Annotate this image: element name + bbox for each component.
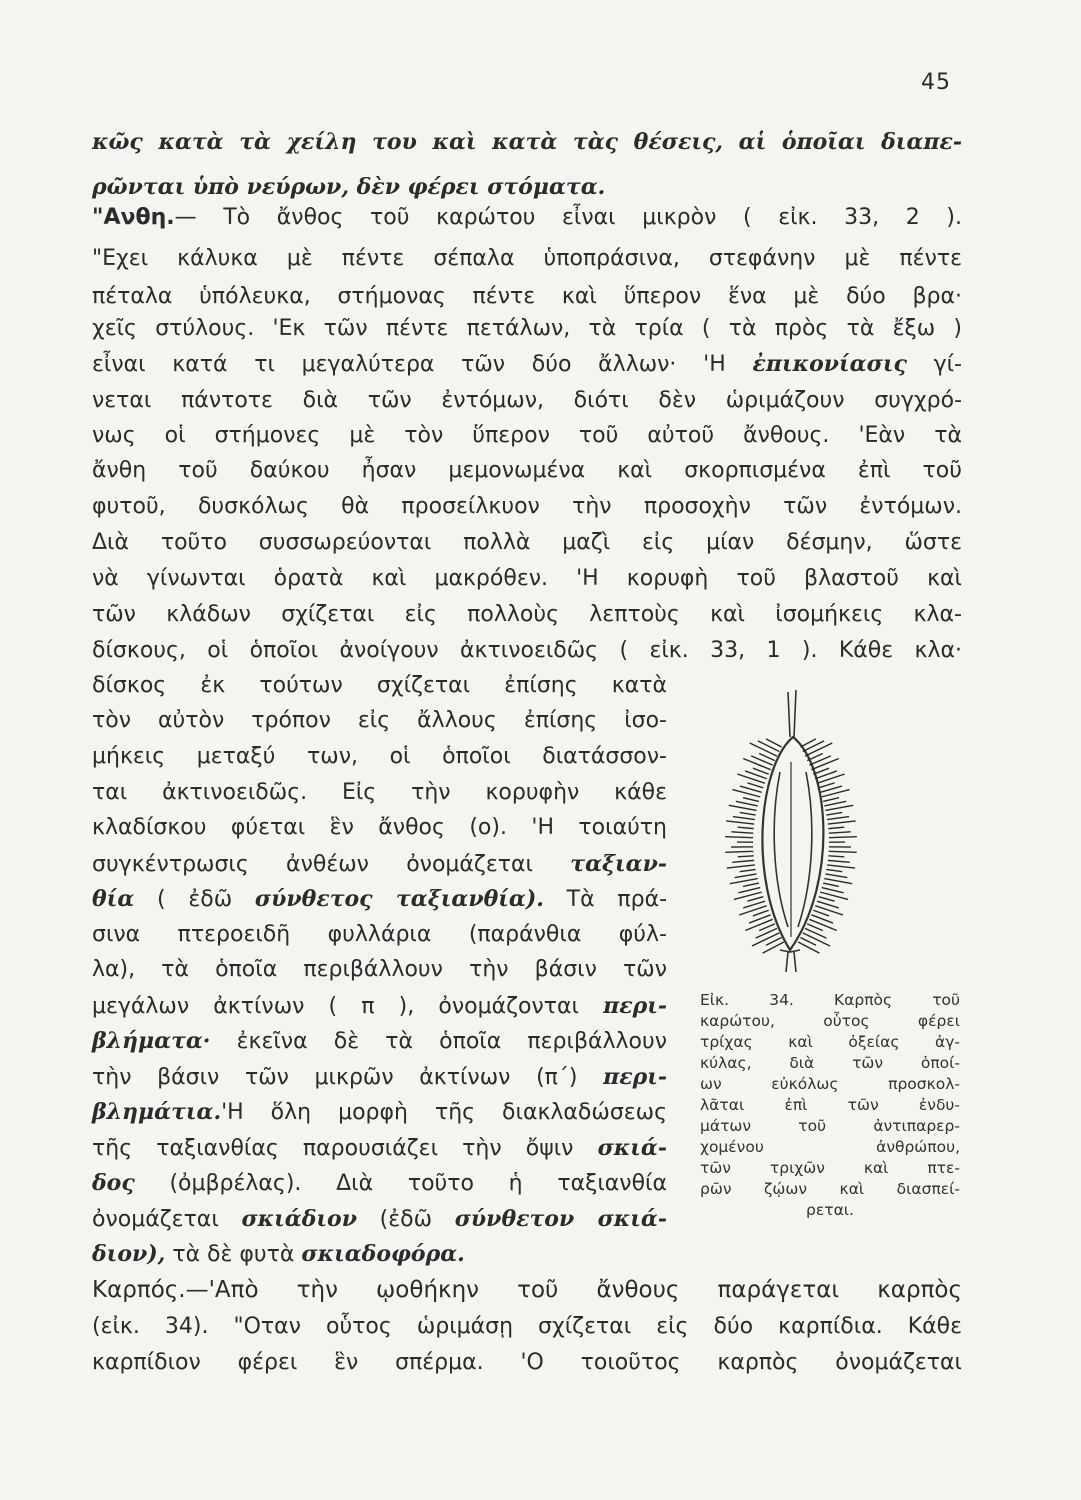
fruit-spine bbox=[813, 768, 829, 774]
fruit-spine bbox=[823, 798, 839, 802]
text-line: καρπίδιον φέρει ἓν σπέρμα. 'Ο τοιοῦτος καρπὸς ὀνομάζεται bbox=[92, 1350, 962, 1375]
text-line: λα), τὰ ὁποῖα περιβάλλουν τὴν βάσιν τῶν bbox=[92, 957, 667, 982]
text-line: εἶναι κατά τι μεγαλύτερα τῶν δύο ἄλλων· 'Η ἐπικονίασις γί- bbox=[92, 351, 962, 377]
fruit-spine bbox=[727, 865, 755, 868]
fruit-spine bbox=[829, 837, 857, 838]
caption-line: καρώτου, οὗτος φέρει bbox=[700, 1012, 960, 1030]
fruit-spine bbox=[828, 856, 844, 857]
text-line: μήκεις μεταξύ των, οἱ ὁποῖοι διατάσσον- bbox=[92, 744, 667, 769]
fruit-spine bbox=[743, 883, 759, 886]
text-line: "Εχει κάλυκα μὲ πέντε σέπαλα ὑποπράσινα, στεφάνην μὲ πέντε bbox=[92, 246, 962, 271]
fruit-spine bbox=[745, 919, 772, 930]
fruit-spine bbox=[825, 874, 847, 878]
caption-line: ων εὐκόλως προσκολ- bbox=[700, 1075, 960, 1093]
fruit-spine bbox=[820, 786, 842, 792]
fruit-spine bbox=[743, 798, 759, 802]
text-line: Διὰ τοῦτο συσσωρεύονται πολλὰ μαζὶ εἰς μίαν δέσμην, ὥστε bbox=[92, 530, 962, 555]
fruit-spine bbox=[732, 860, 754, 862]
text-line: δος (ὀμβρέλας). Διὰ τοῦτο ἡ ταξιανθία bbox=[92, 1170, 667, 1196]
text-line: ται ἀκτινοειδῶς. Εἰς τὴν κορυφὴν κάθε bbox=[92, 780, 667, 805]
fruit-spine bbox=[763, 942, 784, 953]
caption-line: ρεται. bbox=[806, 1201, 854, 1219]
text-line: διον), τὰ δὲ φυτὰ σκιαδοφόρα. bbox=[92, 1241, 465, 1267]
fruit-spine bbox=[826, 812, 842, 815]
fruit-spine bbox=[817, 774, 845, 783]
section-heading-karpos: Καρπός.—'Απὸ τὴν ῳοθήκην τοῦ ἄνθους παράγεται καρπὸς bbox=[92, 1277, 962, 1303]
fruit-spine bbox=[740, 812, 756, 815]
fruit-spine bbox=[803, 741, 824, 752]
fruit-spine bbox=[737, 774, 765, 783]
fruit-spine bbox=[738, 888, 760, 893]
fruit-spine bbox=[829, 832, 851, 833]
text-line: ἄνθη τοῦ δαύκου ἦσαν μεμονωμένα καὶ σκορπισμένα ἐπὶ τοῦ bbox=[92, 458, 962, 483]
fruit-spine bbox=[824, 801, 846, 806]
text-line: χεῖς στύλους. 'Εκ τῶν πέντε πετάλων, τὰ τρία ( τὰ πρὸς τὰ ἔξω ) bbox=[92, 316, 962, 341]
fruit-spine bbox=[809, 919, 836, 930]
fruit-spine bbox=[735, 874, 757, 878]
fruit-spine bbox=[725, 851, 753, 852]
fruit-spine bbox=[738, 856, 754, 857]
fruit-spine bbox=[753, 768, 769, 774]
fruit-spine bbox=[726, 821, 754, 824]
fruit-spine bbox=[738, 827, 754, 828]
text-line: νὰ γίνωνται ὁρατὰ καὶ μακρόθεν. 'Η κορυφὴ τοῦ βλαστοῦ καὶ bbox=[92, 566, 962, 591]
fruit-spine bbox=[725, 837, 753, 838]
text-line: νεται πάντοτε διὰ τῶν ἐντόμων, διότι δὲν ὡριμάζουν συγχρό- bbox=[92, 388, 962, 413]
caption-line: Εἰκ. 34. Καρπὸς τοῦ bbox=[700, 991, 960, 1009]
spiny-fruit-illustration-icon bbox=[718, 682, 868, 988]
text-line: νως οἱ στήμονες μὲ τὸν ὕπερον τοῦ αὐτοῦ ἄνθους. 'Εὰν τὰ bbox=[92, 423, 962, 448]
fruit-spine bbox=[758, 741, 779, 752]
caption-line: χομένου ἀνθρώπου, bbox=[700, 1138, 960, 1156]
fruit-spine bbox=[822, 888, 844, 893]
caption-line: μάτων τοῦ ἀντιπαρερ- bbox=[700, 1117, 960, 1135]
fruit-spine bbox=[828, 821, 856, 824]
fruit-spine bbox=[753, 910, 769, 916]
fruit-spine bbox=[805, 743, 832, 756]
fruit-spine bbox=[827, 865, 855, 868]
text-line: κλαδίσκου φύεται ἓν ἄνθος (ο). 'Η τοιαύτη bbox=[92, 815, 667, 840]
text-line: φυτοῦ, δυσκόλως θὰ προσείλκυον τὴν προσοχὴν τῶν ἐντόμων. bbox=[92, 494, 962, 519]
fruit-spine bbox=[811, 758, 838, 769]
caption-line: κύλας, διὰ τῶν ὁποί- bbox=[700, 1054, 960, 1072]
fruit-spine bbox=[750, 743, 777, 756]
caption-line: τῶν τριχῶν καὶ πτε- bbox=[700, 1159, 960, 1177]
fruit-spine bbox=[729, 805, 757, 810]
fruit-spine bbox=[740, 869, 756, 871]
text-line: μεγάλων ἀκτίνων ( π ), ὀνομάζονται περι- bbox=[92, 993, 667, 1019]
page-number: 45 bbox=[921, 70, 951, 95]
fruit-spine bbox=[759, 924, 775, 931]
fruit-spine bbox=[828, 827, 844, 828]
fruit-spine bbox=[803, 933, 830, 946]
text-line: τὴν βάσιν τῶν μικρῶν ἀκτίνων (π΄) περι- bbox=[92, 1064, 667, 1090]
text-line: (εἰκ. 34). "Οταν οὗτος ὡριμάσῃ σχίζεται εἰς δύο καρπίδια. Κάθε bbox=[92, 1314, 962, 1339]
fruit-spine bbox=[807, 924, 823, 931]
text-line: κῶς κατὰ τὰ χείλη του καὶ κατὰ τὰς θέσεις, αἱ ὁποῖαι διαπε- bbox=[92, 129, 962, 155]
section-heading-anthi: "Ανθη.— Τὸ ἄνθος τοῦ καρώτου εἶναι μικρὸν ( εἰκ. 33, 2 ). bbox=[92, 205, 962, 230]
text-line: τῆς ταξιανθίας παρουσιάζει τὴν ὄψιν σκιά- bbox=[92, 1135, 667, 1161]
fruit-spine bbox=[731, 832, 753, 833]
fruit-spine bbox=[824, 879, 852, 884]
fruit-spine bbox=[815, 906, 843, 915]
text-line: ρῶνται ὑπὸ νεύρων, δὲν φέρει στόματα. bbox=[92, 174, 606, 200]
fruit-spine bbox=[805, 928, 826, 938]
text-line: τὸν αὐτὸν τρόπον εἰς ἄλλους ἐπίσης ἰσο- bbox=[92, 708, 667, 733]
fruit-spine bbox=[747, 783, 763, 788]
caption-line: λᾶται ἐπὶ τῶν ἐνδυ- bbox=[700, 1096, 960, 1114]
text-line: ὀνομάζεται σκιάδιον (ἐδῶ σύνθετον σκιά- bbox=[92, 1206, 667, 1232]
text-line: δίσκους, οἱ ὁποῖοι ἀνοίγουν ἀκτινοειδῶς ( εἰκ. 33, 1 ). Κάθε κλα· bbox=[92, 638, 962, 663]
fruit-spine bbox=[743, 758, 770, 769]
fruit-spine bbox=[730, 879, 758, 884]
fruit-spine bbox=[823, 883, 839, 886]
fruit-spine bbox=[740, 786, 762, 792]
text-line: δίσκος ἐκ τούτων σχίζεται ἐπίσης κατὰ bbox=[92, 673, 667, 698]
fruit-spine bbox=[733, 817, 755, 820]
fruit-spine bbox=[813, 910, 829, 916]
fruit-spine bbox=[736, 801, 758, 806]
text-line: βλήματα· ἐκεῖνα δὲ τὰ ὁποῖα περιβάλλουν bbox=[92, 1028, 667, 1054]
caption-line: ρῶν ζῴων καὶ διασπεί- bbox=[700, 1180, 960, 1198]
fruit-spine bbox=[752, 933, 779, 946]
figure-caption bbox=[700, 990, 960, 1221]
text-line: τῶν κλάδων σχίζεται εἰς πολλοὺς λεπτοὺς καὶ ἰσομήκεις κλα- bbox=[92, 602, 962, 627]
fruit-spine bbox=[747, 897, 763, 902]
fruit-spine bbox=[825, 805, 853, 810]
caption-line: τρίχας καὶ ὀξείας ἀγ- bbox=[700, 1033, 960, 1051]
fruit-spine bbox=[827, 817, 849, 820]
fruit-spine bbox=[739, 906, 767, 915]
fruit-spine bbox=[819, 897, 835, 902]
text-line: σινα πτεροειδῆ φυλλάρια (παράνθια φύλ- bbox=[92, 922, 667, 947]
fruit-spine bbox=[819, 783, 835, 788]
fruit-spine bbox=[756, 928, 777, 938]
text-line: θία ( ἐδῶ σύνθετος ταξιανθία). Τὰ πρά- bbox=[92, 886, 668, 912]
fruit-spine bbox=[828, 860, 850, 862]
text-line: πέταλα ὑπόλευκα, στήμονας πέντε καὶ ὕπερον ἕνα μὲ δύο βρα· bbox=[92, 284, 962, 309]
fruit-spine bbox=[798, 942, 819, 953]
fruit-spine bbox=[826, 869, 842, 871]
fruit-spine bbox=[829, 851, 857, 852]
text-line: βλημάτια.'Η ὅλη μορφὴ τῆς διακλαδώσεως bbox=[92, 1099, 667, 1125]
text-line: συγκέντρωσις ἀνθέων ὀνομάζεται ταξιαν- bbox=[92, 851, 667, 877]
